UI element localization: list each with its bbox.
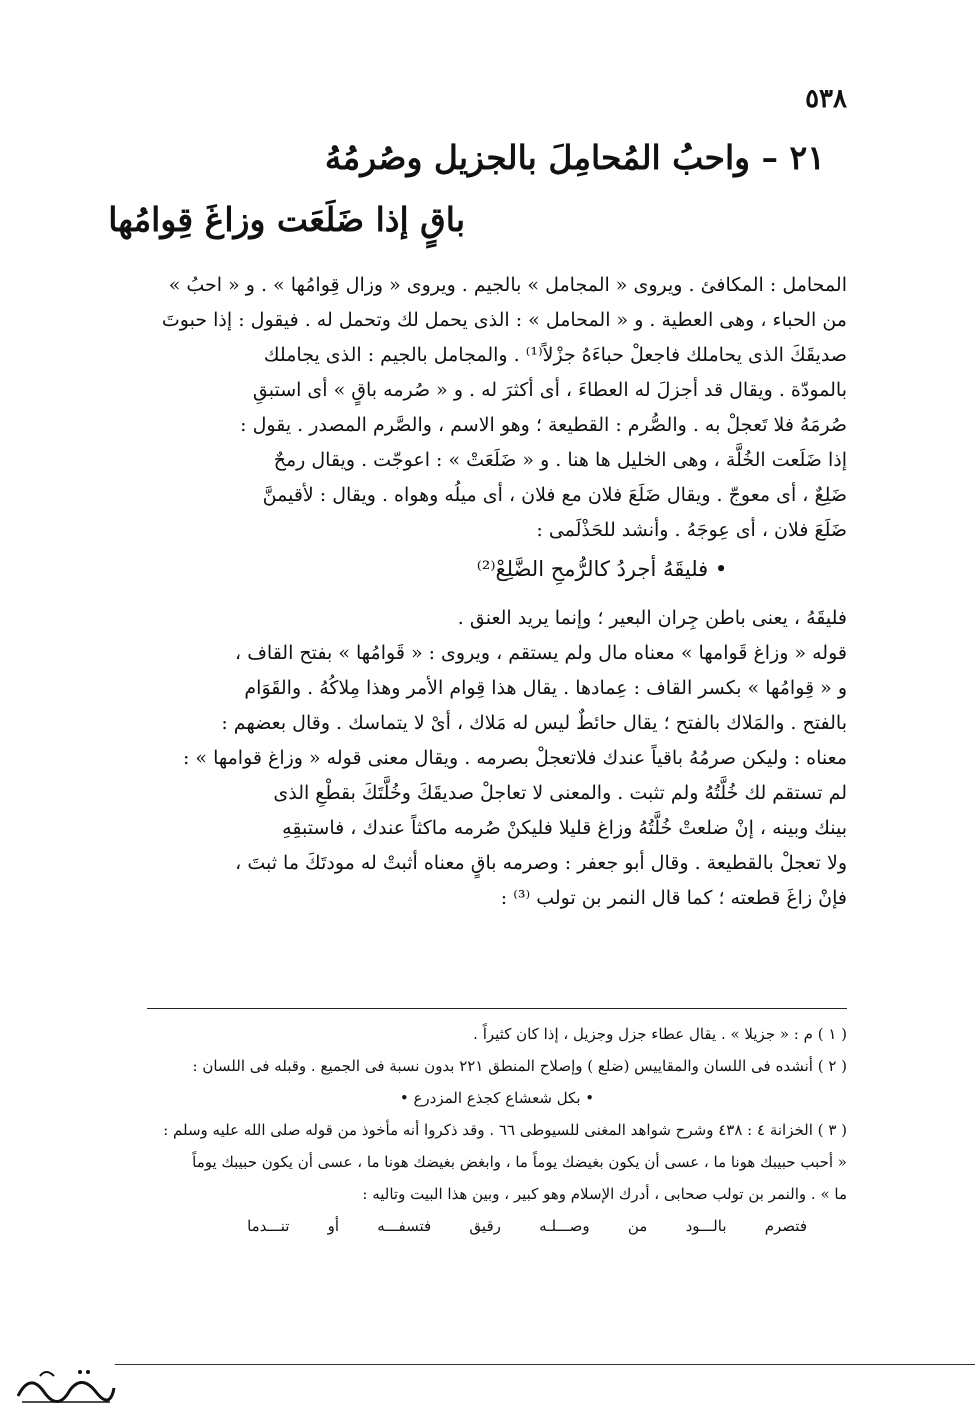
poem-word: من <box>627 1217 648 1235</box>
commentary-line: صديقَكَ الذى يحاملك فاجعلْ حباءَهُ جزْلاً⁽¹⁾ . والمجامل بالجيم : الذى يجاملك <box>263 344 847 366</box>
commentary-text <box>147 268 847 916</box>
poem-word: فتصرم <box>764 1217 807 1235</box>
commentary-line: بالمودّة . ويقال قد أجزلَ له العطاءَ ، أى أكثرَ له . و « صُرمه باقٍ » أى استبقِ <box>252 379 847 401</box>
commentary-line: ولا تعجلْ بالقطيعة . وقال أبو جعفر : وصرمه باقٍ معناه أثبتْ له مودتَكَ ما ثبتَ ، <box>235 852 847 874</box>
verse-first-hemistich: ٢١ – واحبُ المُحامِلَ بالجزيل وصُرمُهُ <box>324 138 825 177</box>
commentary-line: بالفتح . والمَلاك بالفتح ؛ يقال حائطٌ ليس له مَلاك ، أىْ لا يتماسك . وقال بعضهم : <box>221 712 847 734</box>
commentary-line: فليقَهُ ، يعنى باطن جِران البعير ؛ وإنما يريد العنق . <box>457 607 847 629</box>
page-number: ٥٣٨ <box>805 84 847 114</box>
commentary-line: ضَلَعَ فلان ، أى عِوجَهُ . وأنشد للحَذْلَمى : <box>536 519 847 541</box>
commentary-line: فإنْ زاغَ قطعته ؛ كما قال النمر بن تولب ⁽³⁾ : <box>500 887 847 909</box>
poem-word: أو <box>327 1217 340 1235</box>
commentary-line: معناه : وليكن صرمُهُ باقياً عندك فلاتعجلْ بصرمه . ويقال معنى قوله « وزاغ قوامها » : <box>182 747 847 769</box>
commentary-line: بينك وبينه ، إنْ ضلعتْ خُلَّتُهُ وزاغ قليلا فليكنْ صُرمه ماكثاً عندك ، فاستبقِهِ <box>282 817 847 839</box>
poem-word: وصـــلـه <box>539 1217 590 1235</box>
footnote-3: ( ٣ ) الخزانة ٤ : ٤٣٨ وشرح شواهد المغنى للسيوطى ٦٦ . وقد ذكروا أنه مأخوذ من قوله صلى الله عليه وسلم : <box>163 1121 847 1139</box>
poem-word: بالـــود <box>685 1217 727 1235</box>
footnote-3-poem <box>247 1210 807 1242</box>
footnote-2-verse: • بكل شعشاع كجذع المزدرع • <box>399 1089 595 1107</box>
quoted-verse: • فليقَهُ أجردُ كالرُّمحِ الضَّلِعْ⁽²⁾ <box>476 557 728 581</box>
footnote-divider <box>147 1008 847 1009</box>
commentary-line: من الحباء ، وهى العطية . و « المحامل » : الذى يحمل لك وتحمل له . فيقول : إذا حبوتَ <box>161 309 847 331</box>
poem-word: رقيق <box>469 1217 501 1235</box>
commentary-line: إذا ضَلَعت الخُلَّة ، وهى الخليل ها هنا . و « ضَلَعَتْ » : اعوجّت . ويقال رمحٌ <box>273 449 847 471</box>
commentary-line: ضَلِعٌ ، أى معوجّ . ويقال ضَلَعَ فلان مع فلان ، أى ميلُه وهواه . ويقال : لأقيمنَّ <box>262 484 847 506</box>
footnote-3-hadith: « أحبب حبيبك هونا ما ، عسى أن يكون بغيضك يوماً ما ، وابغض بغيضك هونا ما ، عسى أن يكون حبيبك يوماً <box>192 1153 847 1171</box>
bottom-divider <box>115 1364 975 1365</box>
footnote-3-note: ما » . والنمر بن تولب صحابى ، أدرك الإسلام وهو كبير ، وبين هذا البيت وتاليه : <box>362 1185 847 1203</box>
poem-word: فتسفـــه <box>377 1217 432 1235</box>
footnotes <box>147 1018 847 1242</box>
footnote-1: ( ١ ) م : « جزيلا » . يقال عطاء جزل وجزيل ، إذا كان كثيراً . <box>473 1025 847 1043</box>
poem-word: تنـــدما <box>247 1217 290 1235</box>
footnote-2: ( ٢ ) أنشده فى اللسان والمقاييس (ضلع ) وإصلاح المنطق ٢٢١ بدون نسبة فى الجميع . وقبله فى اللسان : <box>192 1057 847 1075</box>
commentary-line: لم تستقم لك خُلَّتُهُ ولم تثبت . والمعنى لا تعاجلْ صديقَكَ وخُلَّتَكَ بقطْعِ الذى <box>273 782 847 804</box>
library-seal-logo <box>10 1362 120 1410</box>
commentary-line: و « قِوامُها » بكسر القاف : عِمادها . يقال هذا قِوام الأمر وهذا مِلاكُهُ . والقَوَام <box>244 677 847 699</box>
commentary-line: المحامل : المكافئ . ويروى « المجامل » بالجيم . ويروى « وزال قِوامُها » . و « احبُ » <box>168 274 847 296</box>
commentary-line: قوله « وزاغ قَوامها » معناه مال ولم يستقم ، ويروى : « قَوامُها » بفتح القاف ، <box>235 642 847 664</box>
commentary-line: صُرمَهُ فلا تَعجلْ به . والصُّرم : القطيعة ؛ وهو الاسم ، والصَّرم المصدر . يقول : <box>240 414 847 436</box>
verse-second-hemistich: باقٍ إذا ضَلَعَت وزاغَ قِوامُها <box>108 200 465 239</box>
